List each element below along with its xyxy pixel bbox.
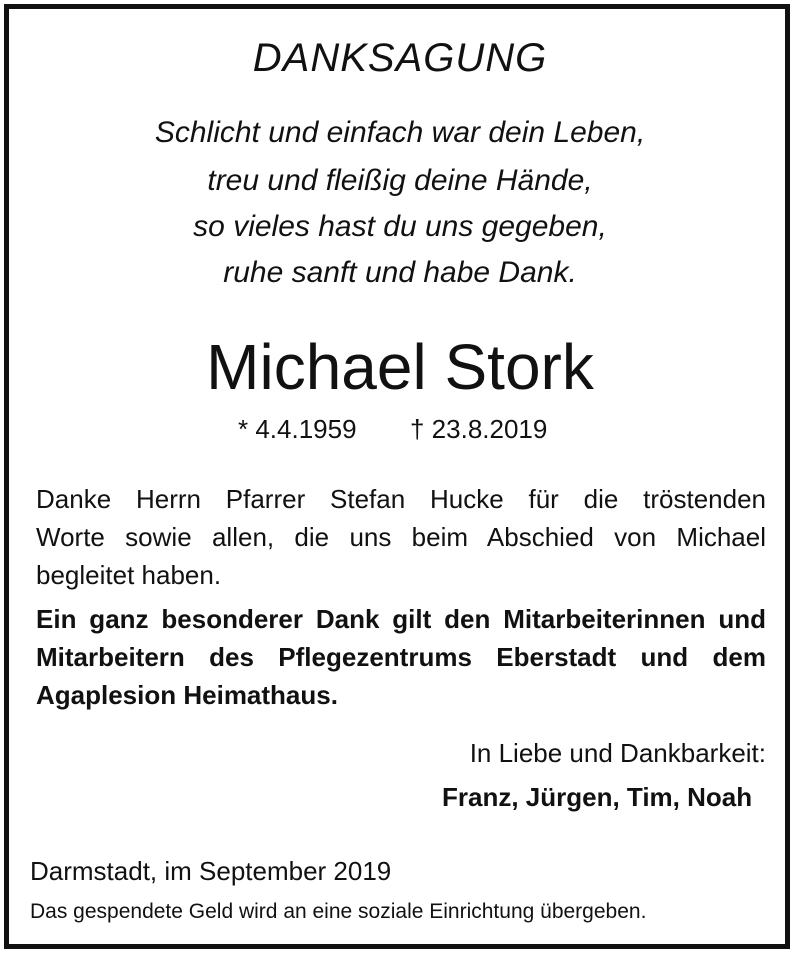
notice-title: DANKSAGUNG	[252, 36, 548, 80]
thanks-paragraph	[36, 480, 766, 594]
poem-line: treu und fleißig deine Hände,	[207, 164, 593, 197]
special-thanks-line: Agaplesion Heimathaus.	[36, 680, 338, 710]
poem-line: ruhe sanft und habe Dank.	[223, 256, 577, 289]
family-names: Franz, Jürgen, Tim, Noah	[442, 782, 753, 812]
birth-date: * 4.4.1959	[238, 414, 357, 444]
poem-line: Schlicht und einfach war dein Leben,	[154, 116, 646, 149]
thanks-line: Worte sowie allen, die uns beim Abschied von Michael	[36, 522, 766, 552]
donation-note: Das gespendete Geld wird an eine soziale Einrichtung übergeben.	[30, 900, 647, 923]
deceased-name: Michael Stork	[206, 331, 594, 403]
thanks-line: Danke Herrn Pfarrer Stefan Hucke für die tröstenden	[36, 484, 766, 514]
thanks-line: begleitet haben.	[36, 560, 222, 590]
special-thanks-line: Mitarbeitern des Pflegezentrums Eberstadt und dem	[36, 642, 766, 672]
place-date: Darmstadt, im September 2019	[30, 856, 392, 886]
death-date: † 23.8.2019	[410, 414, 548, 444]
poem-line: so vieles hast du uns gegeben,	[193, 210, 607, 243]
special-thanks-paragraph	[36, 600, 766, 714]
closing-phrase: In Liebe und Dankbarkeit:	[469, 738, 766, 768]
special-thanks-line: Ein ganz besonderer Dank gilt den Mitarbeiterinnen und	[36, 604, 766, 634]
